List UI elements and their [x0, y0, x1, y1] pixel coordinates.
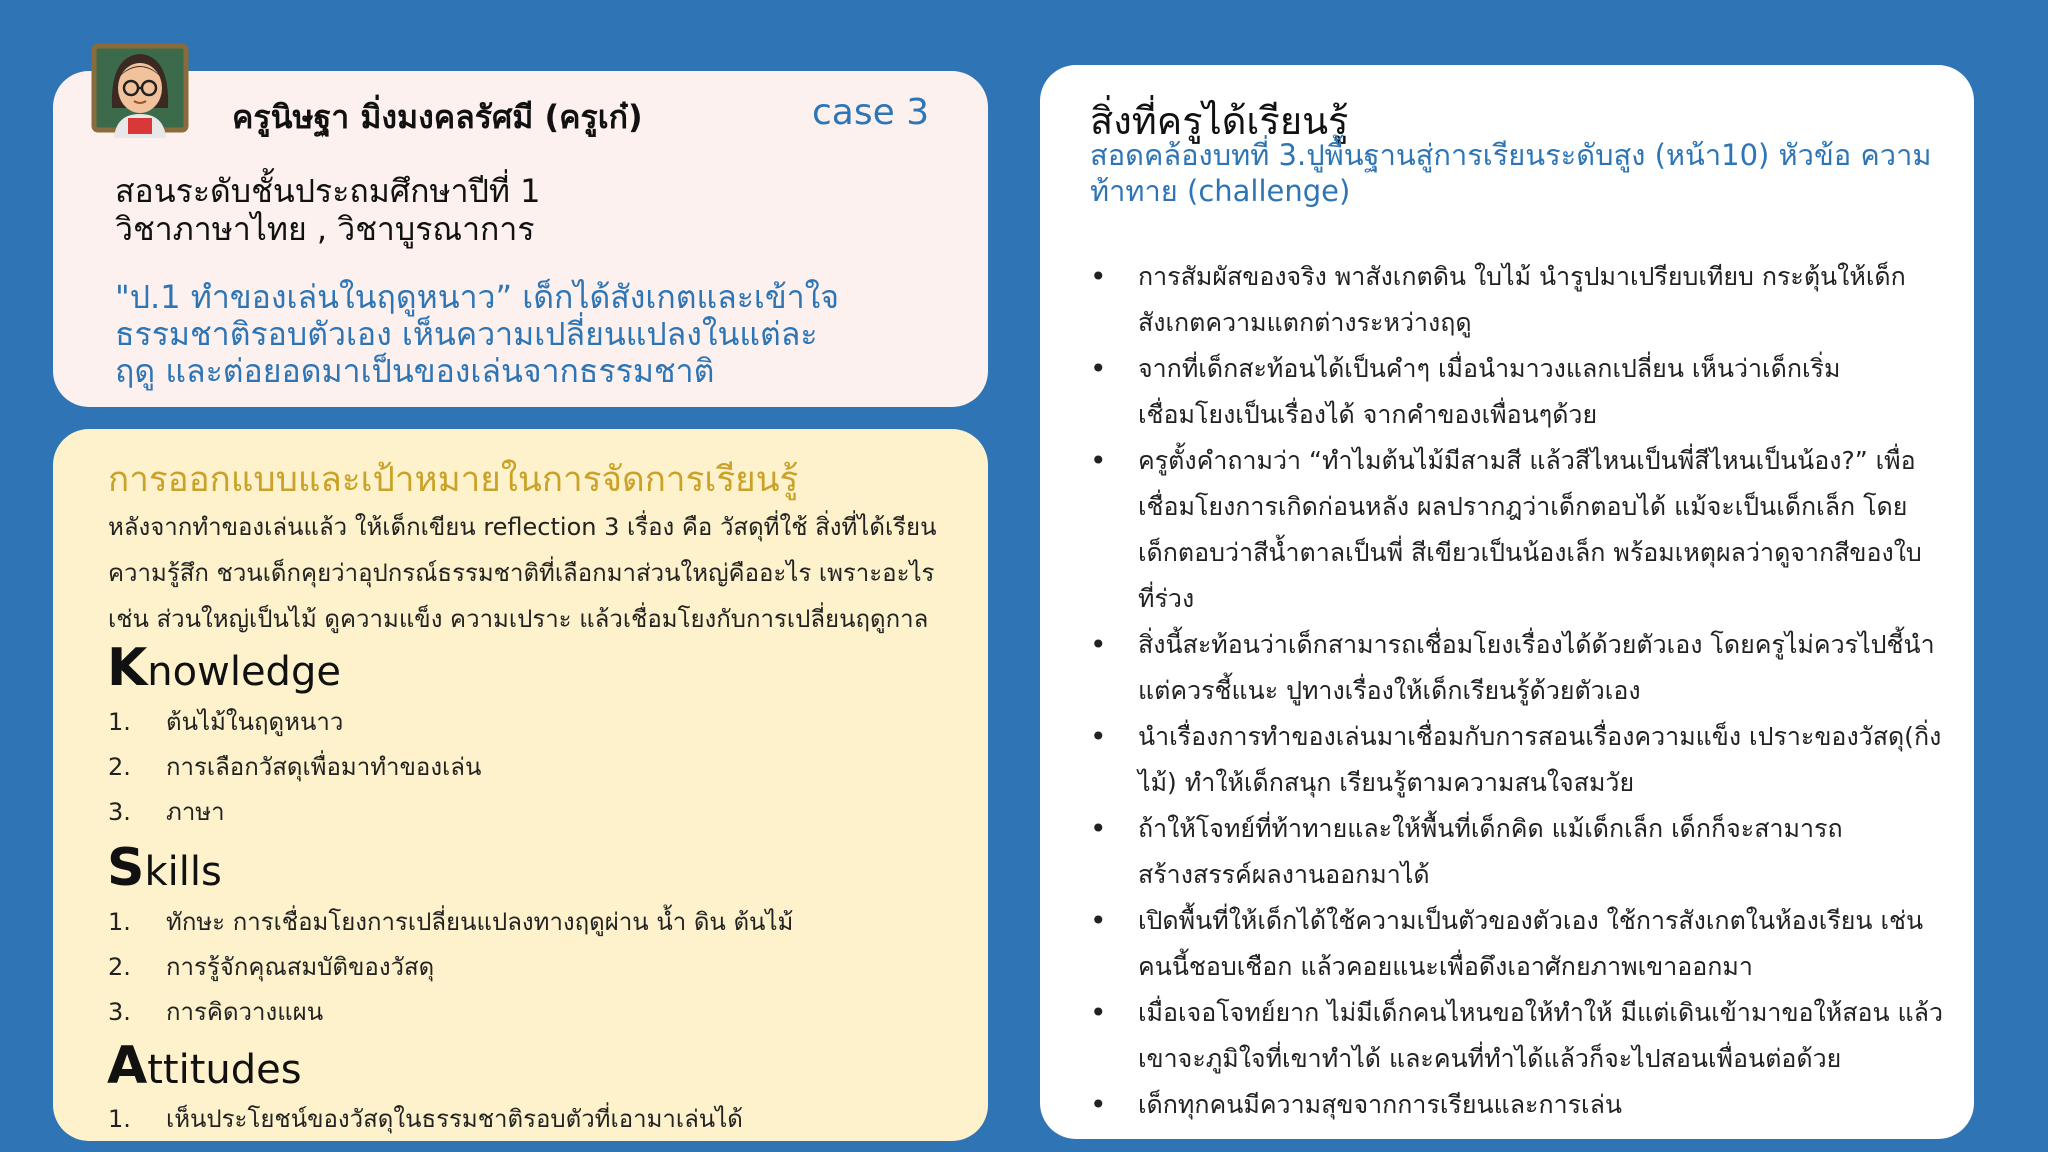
- bullet-line: เชื่อมโยงเป็นเรื่องได้ จากคำของเพื่อนๆด้วย: [1138, 400, 1598, 429]
- bullet-dot: •: [1090, 904, 1107, 937]
- bullet-line: เมื่อเจอโจทย์ยาก ไม่มีเด็กคนไหนขอให้ทำให้ มีแต่เดินเข้ามาขอให้สอน แล้ว: [1138, 998, 1944, 1027]
- bullet-line: จากที่เด็กสะท้อนได้เป็นคำๆ เมื่อนำมาวงแลกเปลี่ยน เห็นว่าเด็กเริ่ม: [1138, 354, 1841, 383]
- bullet-dot: •: [1090, 720, 1107, 753]
- bullet-dot: •: [1090, 628, 1107, 661]
- bullet-line: แต่ควรชี้แนะ ปูทางเรื่องให้เด็กเรียนรู้ด้วยตัวเอง: [1138, 676, 1641, 705]
- teacher-subjects: วิชาภาษาไทย , วิชาบูรณาการ: [115, 210, 535, 248]
- bullet-line: เด็กตอบว่าสีน้ำตาลเป็นพี่ สีเขียวเป็นน้องเล็ก พร้อมเหตุผลว่าดูจากสีของใบ: [1138, 538, 1922, 567]
- paragraph-line: หลังจากทำของเล่นแล้ว ให้เด็กเขียน reflection 3 เรื่อง คือ วัสดุที่ใช้ สิ่งที่ได้เรียน: [108, 513, 937, 541]
- bullet-line: สิ่งนี้สะท้อนว่าเด็กสามารถเชื่อมโยงเรื่องได้ด้วยตัวเอง โดยครูไม่ควรไปชี้นำ: [1138, 630, 1935, 659]
- bullet-line: เชื่อมโยงการเกิดก่อนหลัง ผลปรากฎว่าเด็กตอบได้ แม้จะเป็นเด็กเล็ก โดย: [1138, 492, 1908, 521]
- bullet-item: [1090, 254, 1960, 346]
- design-paragraph: [108, 504, 968, 642]
- skills-heading: Skills: [107, 838, 222, 898]
- bullet-line: เด็กทุกคนมีความสุขจากการเรียนและการเล่น: [1138, 1090, 1623, 1119]
- bullet-item: [1090, 438, 1960, 622]
- knowledge-list: [108, 700, 481, 835]
- bullet-item: [1090, 622, 1960, 714]
- activity-description: [115, 279, 839, 390]
- bullet-item: [1090, 806, 1960, 898]
- list-item: 2. การรู้จักคุณสมบัติของวัสดุ: [108, 953, 435, 981]
- skills-list: [108, 900, 793, 1035]
- bullet-item: [1090, 346, 1960, 438]
- bullet-line: เปิดพื้นที่ให้เด็กได้ใช้ความเป็นตัวของตัวเอง ใช้การสังเกตในห้องเรียน เช่น: [1138, 906, 1924, 935]
- bullet-item: [1090, 714, 1960, 806]
- list-item: 1. เห็นประโยชน์ของวัสดุในธรรมชาติรอบตัวที่เอามาเล่นได้: [108, 1105, 743, 1133]
- list-item: 3. การคิดวางแผน: [108, 998, 324, 1026]
- teacher-name: ครูนิษฐา มิ่งมงคลรัศมี (ครูเก๋): [232, 98, 643, 136]
- activity-line: ฤดู และต่อยอดมาเป็นของเล่นจากธรรมชาติ: [115, 352, 715, 390]
- list-item: 1. ทักษะ การเชื่อมโยงการเปลี่ยนแปลงทางฤดูผ่าน น้ำ ดิน ต้นไม้: [108, 908, 794, 936]
- learned-subtitle: สอดคล้องบทที่ 3.ปูพื้นฐานสู่การเรียนระดับสูง (หน้า10) หัวข้อ ความท้าทาย (challenge): [1090, 138, 1932, 208]
- bullet-dot: •: [1090, 996, 1107, 1029]
- bullet-line: ไม้) ทำให้เด็กสนุก เรียนรู้ตามความสนใจสมวัย: [1138, 768, 1635, 797]
- attitudes-heading: Attitudes: [107, 1036, 302, 1096]
- bullet-line: สร้างสรรค์ผลงานออกมาได้: [1138, 860, 1430, 889]
- learned-bullets: [1090, 254, 1960, 1128]
- knowledge-heading: Knowledge: [107, 638, 341, 698]
- activity-line: ธรรมชาติรอบตัวเอง เห็นความเปลี่ยนแปลงในแต่ละ: [115, 315, 818, 353]
- list-item: 3. ภาษา: [108, 798, 225, 826]
- learned-title: สิ่งที่ครูได้เรียนรู้: [1090, 99, 1349, 143]
- paragraph-line: ความรู้สึก ชวนเด็กคุยว่าอุปกรณ์ธรรมชาติที่เลือกมาส่วนใหญ่คืออะไร เพราะอะไร: [108, 559, 935, 587]
- bullet-line: คนนี้ชอบเชือก แล้วคอยแนะเพื่อดึงเอาศักยภาพเขาออกมา: [1138, 952, 1753, 981]
- bullet-dot: •: [1090, 444, 1107, 477]
- bullet-line: เขาจะภูมิใจที่เขาทำได้ และคนที่ทำได้แล้วก็จะไปสอนเพื่อนต่อด้วย: [1138, 1044, 1842, 1073]
- activity-line: "ป.1 ทำของเล่นในฤดูหนาว” เด็กได้สังเกตและเข้าใจ: [115, 278, 840, 316]
- bullet-item: [1090, 898, 1960, 990]
- bullet-item: [1090, 1082, 1960, 1128]
- bullet-line: สังเกตความแตกต่างระหว่างฤดู: [1138, 308, 1472, 337]
- teacher-avatar-icon: [90, 38, 190, 138]
- teacher-level: สอนระดับชั้นประถมศึกษาปีที่ 1: [115, 172, 541, 210]
- bullet-item: [1090, 990, 1960, 1082]
- bullet-dot: •: [1090, 352, 1107, 385]
- bullet-line: การสัมผัสของจริง พาสังเกตดิน ใบไม้ นำรูปมาเปรียบเทียบ กระตุ้นให้เด็ก: [1138, 262, 1906, 291]
- case-label: case 3: [812, 92, 930, 133]
- list-item: 2. การเลือกวัสดุเพื่อมาทำของเล่น: [108, 753, 482, 781]
- design-heading: การออกแบบและเป้าหมายในการจัดการเรียนรู้: [108, 460, 799, 500]
- paragraph-line: เช่น ส่วนใหญ่เป็นไม้ ดูความแข็ง ความเปราะ แล้วเชื่อมโยงกับการเปลี่ยนฤดูกาล: [108, 605, 929, 633]
- bullet-line: ถ้าให้โจทย์ที่ท้าทายและให้พื้นที่เด็กคิด แม้เด็กเล็ก เด็กก็จะสามารถ: [1138, 814, 1843, 843]
- attitudes-list: [108, 1097, 743, 1142]
- bullet-dot: •: [1090, 260, 1107, 293]
- bullet-line: ครูตั้งคำถามว่า “ทำไมต้นไม้มีสามสี แล้วสีไหนเป็นพี่สีไหนเป็นน้อง?” เพื่อ: [1138, 446, 1916, 475]
- bullet-line: ที่ร่วง: [1138, 584, 1195, 613]
- bullet-line: นำเรื่องการทำของเล่นมาเชื่อมกับการสอนเรื่องความแข็ง เปราะของวัสดุ(กิ่ง: [1138, 722, 1942, 751]
- list-item: 1. ต้นไม้ในฤดูหนาว: [108, 708, 344, 736]
- bullet-dot: •: [1090, 1088, 1107, 1121]
- bullet-dot: •: [1090, 812, 1107, 845]
